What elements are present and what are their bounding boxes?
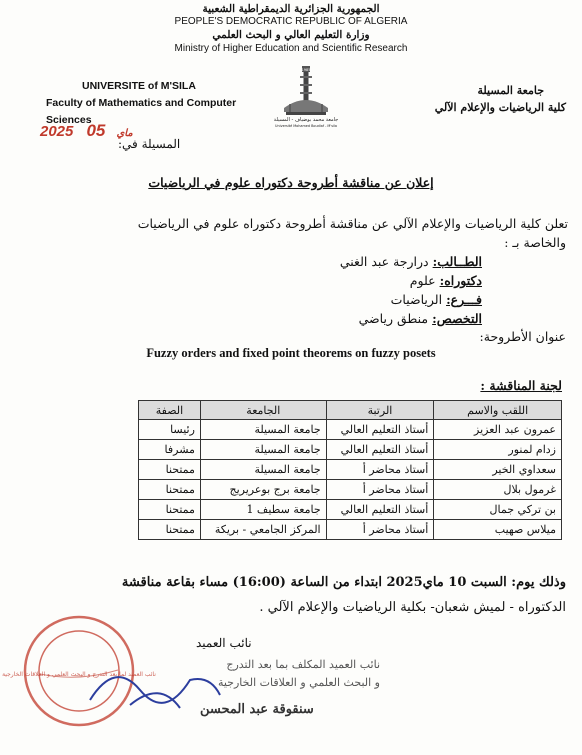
date-stamp-month: ماي bbox=[116, 128, 133, 139]
university-logo-icon bbox=[273, 64, 339, 130]
member-name: زدام لمنور bbox=[434, 440, 562, 460]
thesis-label: عنوان الأطروحة: bbox=[479, 329, 566, 344]
signature-title: نائب العميد bbox=[196, 636, 252, 650]
member-role: مشرفا bbox=[139, 440, 201, 460]
table-row bbox=[139, 480, 562, 500]
university-logo bbox=[273, 64, 339, 134]
thesis-title: Fuzzy orders and fixed point theorems on fuzzy posets bbox=[146, 346, 436, 360]
member-name: غرمول بلال bbox=[434, 480, 562, 500]
signatory-name: سنقوقة عبد المحسن bbox=[200, 702, 314, 717]
member-university: جامعة المسيلة bbox=[200, 460, 326, 480]
committee-table-wrap bbox=[138, 400, 562, 540]
field-student-value: درارجة عبد الغني bbox=[339, 254, 429, 269]
field-branch bbox=[182, 292, 482, 308]
table-row bbox=[139, 460, 562, 480]
logo-year: 1985 bbox=[301, 68, 311, 72]
intro-line-1: تعلن كلية الرياضيات والإعلام الآلي عن مناقشة أطروحة دكتوراه علوم في الرياضيات bbox=[137, 216, 568, 231]
en-ministry: Ministry of Higher Education and Scientific Research bbox=[174, 43, 408, 54]
announcement-title: إعلان عن مناقشة أطروحة دكتوراه علوم في الرياضيات bbox=[148, 175, 434, 190]
committee-header-row bbox=[139, 401, 562, 420]
faculty-en-name: Faculty of Mathematics and Computer Sciences bbox=[46, 97, 237, 126]
ar-ministry: وزارة التعليم العالي و البحث العلمي bbox=[212, 29, 370, 41]
ar-republic: الجمهورية الجزائرية الديمقراطية الشعبية bbox=[202, 3, 380, 15]
signature-title-full: نائب العميد المكلف بما بعد التدرج bbox=[226, 658, 380, 671]
member-rank: أستاذ محاضر أ bbox=[326, 480, 434, 500]
field-specialty-label: التخصص: bbox=[432, 311, 482, 326]
logo-caption-en: Université Mohamed Boudiaf - M'sila bbox=[275, 124, 337, 128]
member-university: جامعة سطيف 1 bbox=[200, 500, 326, 520]
member-university: جامعة المسيلة bbox=[200, 440, 326, 460]
member-role: رئيسا bbox=[139, 420, 201, 440]
member-university: جامعة برج بوعريريج bbox=[200, 480, 326, 500]
signature-title-full-2: و البحث العلمي و العلاقات الخارجية bbox=[217, 676, 380, 689]
member-rank: أستاذ التعليم العالي bbox=[326, 500, 434, 520]
member-name: عمرون عبد العزيز bbox=[434, 420, 562, 440]
date-stamp-year: 2025 bbox=[40, 123, 74, 140]
member-role: ممتحنا bbox=[139, 460, 201, 480]
university-ar-name: جامعة المسيلة bbox=[477, 84, 544, 97]
table-row bbox=[139, 420, 562, 440]
member-name: بن تركي جمال bbox=[434, 500, 562, 520]
field-specialty bbox=[182, 311, 482, 327]
field-specialty-value: منطق رياضي bbox=[358, 311, 429, 326]
intro-line-2: والخاصة بـ : bbox=[504, 235, 566, 250]
closing-line-1: وذلك يوم: السبت 10 ماي2025 ابتداء من الساعة (16:00) مساء بقاعة مناقشة bbox=[121, 575, 566, 590]
field-doctorate-value: علوم bbox=[409, 273, 436, 288]
member-rank: أستاذ محاضر أ bbox=[326, 460, 434, 480]
table-row bbox=[139, 520, 562, 540]
header-name: اللقب والاسم bbox=[434, 401, 562, 420]
committee-label: لجنة المناقشة : bbox=[480, 378, 562, 393]
field-student-label: الطــالب: bbox=[432, 254, 482, 269]
date-stamp-day: 05 bbox=[86, 121, 106, 140]
university-ar bbox=[396, 82, 566, 116]
en-republic: PEOPLE'S DEMOCRATIC REPUBLIC OF ALGERIA bbox=[174, 16, 408, 27]
field-branch-label: فـــرع: bbox=[446, 292, 482, 307]
member-role: ممتحنا bbox=[139, 520, 201, 540]
table-row bbox=[139, 500, 562, 520]
committee-table bbox=[138, 400, 562, 540]
closing-line-2: الدكتوراه - لميش شعبان- بكلية الرياضيات والإعلام الآلي . bbox=[259, 600, 566, 615]
field-student bbox=[182, 254, 482, 270]
logo-caption-ar: جامعة محمد بوضياف - المسيلة bbox=[273, 117, 339, 123]
member-rank: أستاذ التعليم العالي bbox=[326, 420, 434, 440]
member-university: المركز الجامعي - بريكة bbox=[200, 520, 326, 540]
member-role: ممتحنا bbox=[139, 480, 201, 500]
member-rank: أستاذ محاضر أ bbox=[326, 520, 434, 540]
date-label: المسيلة في: bbox=[118, 137, 181, 151]
member-rank: أستاذ التعليم العالي bbox=[326, 440, 434, 460]
faculty-ar-name: كلية الرياضيات والإعلام الآلي bbox=[434, 101, 566, 114]
header-university: الجامعة bbox=[200, 401, 326, 420]
field-doctorate bbox=[182, 273, 482, 289]
member-name: سعداوي الخير bbox=[434, 460, 562, 480]
header-rank: الرتبة bbox=[326, 401, 434, 420]
field-branch-value: الرياضيات bbox=[390, 292, 443, 307]
university-en-name: UNIVERSITE of M'SILA bbox=[82, 80, 196, 92]
member-name: ميلاس صهيب bbox=[434, 520, 562, 540]
field-doctorate-label: دكتوراه: bbox=[439, 273, 482, 288]
stamp-text: نائب العميد لما بعد التدرج و البحث العلمي و العلاقات الخارجية bbox=[2, 671, 156, 678]
header-role: الصفة bbox=[139, 401, 201, 420]
member-university: جامعة المسيلة bbox=[200, 420, 326, 440]
table-row bbox=[139, 440, 562, 460]
member-role: ممتحنا bbox=[139, 500, 201, 520]
